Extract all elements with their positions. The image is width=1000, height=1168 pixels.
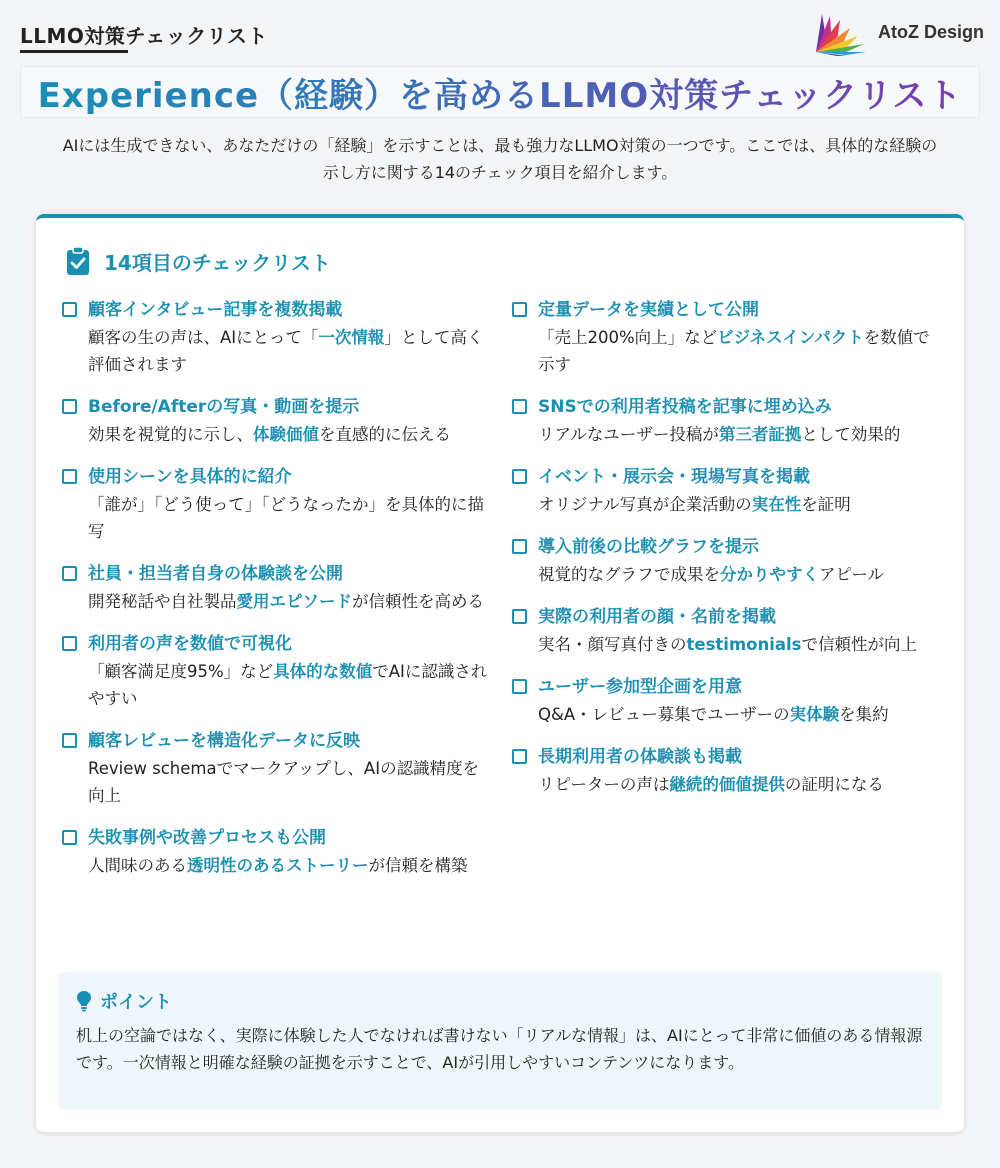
checkbox-icon[interactable]	[512, 469, 527, 484]
checklist-item-title: 顧客インタビュー記事を複数掲載	[88, 300, 343, 320]
description-text: オリジナル写真が企業活動の	[538, 495, 752, 514]
checklist-item	[510, 465, 940, 518]
checkbox-icon[interactable]	[512, 539, 527, 554]
description-text: 人間味のある	[88, 856, 187, 875]
description-highlight: 第三者証拠	[718, 425, 802, 444]
checkbox-icon[interactable]	[62, 636, 77, 651]
description-highlight: 分かりやすく	[720, 565, 819, 584]
checklist-item	[510, 535, 940, 588]
checklist-item	[60, 729, 490, 809]
point-box	[58, 972, 942, 1110]
description-highlight: 実在性	[751, 495, 802, 514]
checklist-item-title: Before/Afterの写真・動画を提示	[88, 397, 360, 417]
checklist-item-description	[538, 701, 940, 728]
description-text: 「売上200%向上」など	[538, 328, 718, 347]
description-text: 顧客の生の声は、AIにとって「	[88, 328, 319, 347]
checkbox-icon[interactable]	[512, 679, 527, 694]
checklist-item-description	[88, 658, 490, 712]
point-title: ポイント	[100, 992, 172, 1013]
checklist-item-description	[538, 631, 940, 658]
card-title: 14項目のチェックリスト	[104, 250, 331, 275]
point-header	[76, 988, 924, 1014]
checklist-item	[510, 395, 940, 448]
description-highlight: 体験価値	[253, 425, 319, 444]
description-text: 開発秘話や自社製品	[88, 592, 237, 611]
checklist-item-description	[538, 324, 940, 378]
description-text: で信頼性が向上	[801, 635, 917, 654]
checklist-item-description	[88, 491, 490, 545]
checklist-item-title: イベント・展示会・現場写真を掲載	[538, 467, 810, 487]
description-highlight: 透明性のあるストーリー	[187, 856, 369, 875]
checklist-item-title: 定量データを実績として公開	[538, 300, 759, 320]
point-text: 机上の空論ではなく、実際に体験した人でなければ書けない「リアルな情報」は、AIにとって非常に価値のある情報源です。一次情報と明確な経験の証拠を示すことで、AIが引用しやすいコンテンツになります。	[76, 1026, 923, 1072]
checklist-item	[510, 745, 940, 798]
description-text: でAIに認識されやすい	[88, 662, 488, 708]
brand-logo-icon	[810, 8, 870, 56]
checklist-item-title: 導入前後の比較グラフを提示	[538, 537, 759, 557]
breadcrumb-underline	[20, 50, 128, 53]
checklist-item-title: 失敗事例や改善プロセスも公開	[88, 828, 326, 848]
checkbox-icon[interactable]	[512, 749, 527, 764]
checklist-item-description	[538, 491, 940, 518]
checklist-item-title: 使用シーンを具体的に紹介	[88, 467, 292, 487]
card-header	[66, 246, 331, 276]
checklist-item-description	[538, 771, 940, 798]
checklist-item-title: 長期利用者の体験談も掲載	[538, 747, 742, 767]
checklist-item-description	[88, 852, 490, 879]
checklist-item-description	[88, 755, 490, 809]
description-highlight: 具体的な数値	[273, 662, 373, 681]
description-highlight: ビジネスインパクト	[717, 328, 864, 347]
description-text: の証明になる	[784, 775, 884, 794]
checklist-item-title: 実際の利用者の顔・名前を掲載	[538, 607, 776, 627]
description-text: 視覚的なグラフで成果を	[538, 565, 720, 584]
checkbox-icon[interactable]	[62, 399, 77, 414]
checklist-item	[510, 605, 940, 658]
checklist-item	[60, 562, 490, 615]
checklist-item-title: 利用者の声を数値で可視化	[88, 634, 292, 654]
description-text: として効果的	[801, 425, 901, 444]
checkbox-icon[interactable]	[62, 302, 77, 317]
checklist-item-description	[88, 421, 490, 448]
brand[interactable]	[810, 8, 984, 56]
checklist-item-description	[538, 421, 940, 448]
description-highlight: 実体験	[789, 705, 840, 724]
description-highlight: 一次情報	[318, 328, 385, 347]
description-text: 「顧客満足度95%」など	[88, 662, 274, 681]
checkbox-icon[interactable]	[512, 399, 527, 414]
checklist-item	[60, 395, 490, 448]
top-bar	[0, 0, 1000, 62]
checklist-card	[36, 214, 964, 1132]
checklist-item	[60, 298, 490, 378]
description-highlight: testimonials	[686, 635, 802, 654]
checkbox-icon[interactable]	[62, 733, 77, 748]
checklist-item	[510, 675, 940, 728]
checklist-item-description	[88, 588, 490, 615]
lightbulb-icon	[76, 990, 92, 1012]
description-text: を数値で示す	[538, 328, 930, 374]
checklist-item-description	[88, 324, 490, 378]
description-text: アピール	[819, 565, 885, 584]
checkbox-icon[interactable]	[512, 302, 527, 317]
description-text: 」として高く評価されます	[88, 328, 484, 374]
checklist-item	[60, 465, 490, 545]
checklist-item-title: 社員・担当者自身の体験談を公開	[88, 564, 343, 584]
breadcrumb[interactable]: LLMO対策チェックリスト	[20, 24, 268, 48]
description-text: が信頼を構築	[368, 856, 468, 875]
checklist-item-description	[538, 561, 940, 588]
description-text: リアルなユーザー投稿が	[538, 425, 719, 444]
description-text: Q&A・レビュー募集でユーザーの	[538, 705, 790, 724]
checkbox-icon[interactable]	[62, 566, 77, 581]
checklist-item-title: ユーザー参加型企画を用意	[538, 677, 742, 697]
description-text: を証明	[801, 495, 851, 514]
description-text: 効果を視覚的に示し、	[88, 425, 253, 444]
clipboard-check-icon	[66, 246, 90, 276]
checkbox-icon[interactable]	[62, 830, 77, 845]
checklist-right-column	[510, 298, 940, 815]
checklist-item-title: 顧客レビューを構造化データに反映	[88, 731, 360, 751]
description-highlight: 継続的価値提供	[669, 775, 785, 794]
page-title: Experience（経験）を高めるLLMO対策チェックリスト	[38, 68, 963, 117]
description-text: 「誰が」「どう使って」「どうなったか」を具体的に描写	[88, 495, 484, 541]
title-box	[20, 66, 980, 118]
description-text: Review schemaでマークアップし、AIの認識精度を向上	[88, 759, 480, 805]
checklist-item	[60, 632, 490, 712]
checklist-item	[510, 298, 940, 378]
description-text: を直感的に伝える	[319, 425, 451, 444]
description-text: が信頼性を高める	[352, 592, 484, 611]
description-highlight: 愛用エピソード	[236, 592, 352, 611]
checklist-item-title: SNSでの利用者投稿を記事に埋め込み	[538, 397, 832, 417]
intro-text: AIには生成できない、あなただけの「経験」を示すことは、最も強力なLLMO対策の一つです。ここでは、具体的な経験の示し方に関する14のチェック項目を紹介します。	[62, 136, 938, 182]
checklist-item	[60, 826, 490, 879]
checkbox-icon[interactable]	[512, 609, 527, 624]
description-text: リピーターの声は	[538, 775, 670, 794]
description-text: 実名・顔写真付きの	[538, 635, 687, 654]
checkbox-icon[interactable]	[62, 469, 77, 484]
checklist-left-column	[60, 298, 490, 896]
description-text: を集約	[839, 705, 889, 724]
brand-name: AtoZ Design	[878, 21, 984, 42]
